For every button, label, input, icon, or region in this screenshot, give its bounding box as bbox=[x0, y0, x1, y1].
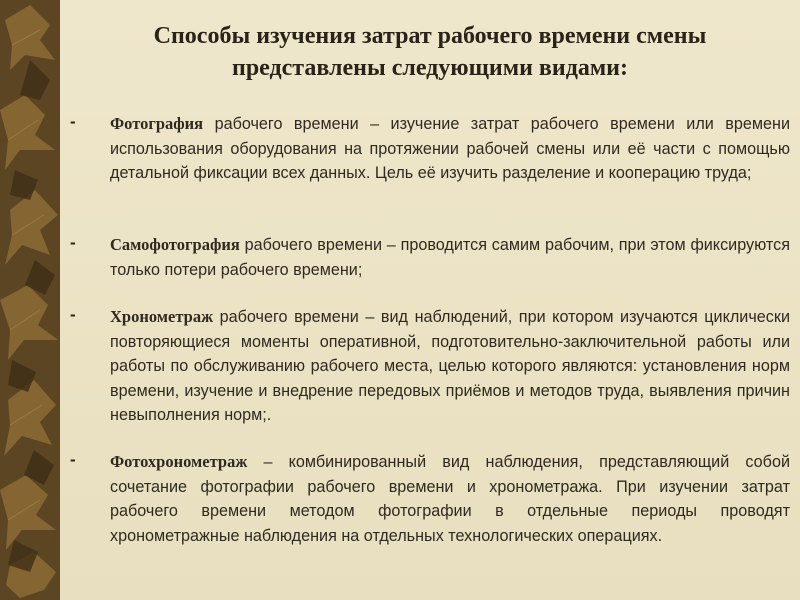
term-description: рабочего времени – вид наблюдений, при котором изучаются циклически повторяющиеся моменты оперативной, подготовительно-заключительной работы или работы по обслуживанию рабочего места, целью которого являются: установления норм времени, изучение и внедрение передовых приёмов и методов труда, выявления причин невыполнения норм;. bbox=[110, 308, 790, 424]
term-description: рабочего времени – проводится самим рабочим, при этом фиксируются только потери рабочего времени; bbox=[110, 236, 790, 279]
term-label: Самофотография bbox=[110, 235, 240, 254]
list-item-text bbox=[110, 112, 790, 186]
title-line-1: Способы изучения затрат рабочего времени смены bbox=[153, 23, 707, 49]
term-description: – комбинированный вид наблюдения, представляющий собой сочетание фотографии рабочего времени и хронометража. При изучении затрат рабочего времени методом фотографии в отдельные периоды проводят хронометражные наблюдения на отдельных технологических операциях. bbox=[110, 453, 790, 545]
term-label: Хронометраж bbox=[110, 307, 214, 326]
bullet-dash: - bbox=[70, 233, 76, 252]
title-line-2: представлены следующими видами: bbox=[231, 55, 628, 81]
term-description: рабочего времени – изучение затрат рабочего времени или времени использования оборудования на протяжении рабочей смены или её части с помощью детальной фиксации всех данных. Цель её изучить разделение и кооперацию труда; bbox=[110, 115, 790, 182]
list-item-text bbox=[110, 450, 790, 548]
term-label: Фотохронометраж bbox=[110, 452, 248, 471]
bullet-dash: - bbox=[70, 305, 76, 324]
list-item-text bbox=[110, 305, 790, 428]
decorative-leaf-border bbox=[0, 0, 60, 600]
term-label: Фотография bbox=[110, 114, 204, 133]
slide-title bbox=[60, 20, 800, 84]
list-item-text bbox=[110, 233, 790, 282]
bullet-dash: - bbox=[70, 112, 76, 131]
bullet-dash: - bbox=[70, 450, 76, 469]
